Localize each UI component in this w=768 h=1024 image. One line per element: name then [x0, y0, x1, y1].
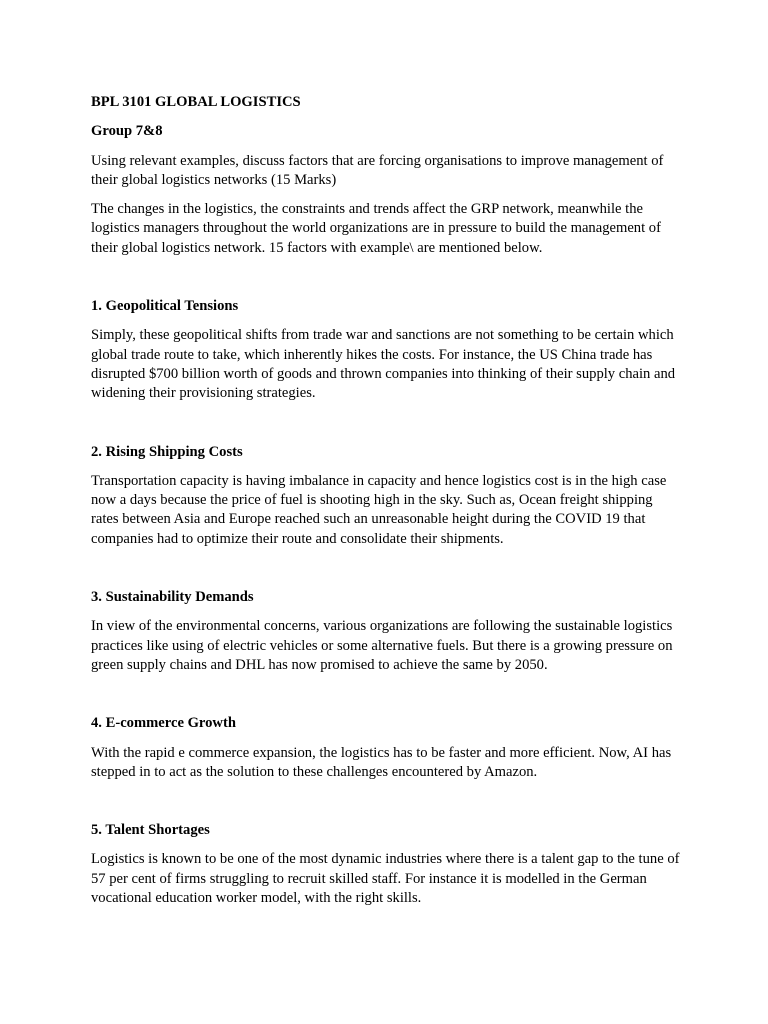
section-rising-shipping-costs: [91, 443, 681, 549]
section-body: With the rapid e commerce expansion, the logistics has to be faster and more efficient. Now, AI has stepped in to act as the solution to these challenges encountered by Amazon.: [91, 744, 672, 780]
document-page: [91, 93, 681, 918]
intro-text: The changes in the logistics, the constraints and trends affect the GRP network, meanwhile the logistics managers throughout the world organizations are in pressure to build the management of their global logistics network. 15 factors with example\ are mentioned below.: [91, 201, 661, 256]
question-text: Using relevant examples, discuss factors that are forcing organisations to improve management of their global logistics networks (15 Marks): [91, 152, 664, 188]
section-body: Simply, these geopolitical shifts from trade war and sanctions are not something to be certain which global trade route to take, which inherently hikes the costs. For instance, the US China trade has disrupted $700 billion worth of goods and thrown companies into thinking of their supply chain and widening their provisioning strategies.: [91, 327, 676, 402]
section-body: In view of the environmental concerns, various organizations are following the sustainable logistics practices like using of electric vehicles or some alternative fuels. But there is a growing pressure on green supply chains and DHL has now promised to achieve the same by 2050.: [91, 618, 673, 673]
section-heading: 3. Sustainability Demands: [91, 589, 254, 606]
section-heading: 4. E-commerce Growth: [91, 715, 236, 732]
section-heading: 1. Geopolitical Tensions: [91, 298, 239, 315]
section-heading: 2. Rising Shipping Costs: [91, 443, 243, 460]
section-body: Logistics is known to be one of the most dynamic industries where there is a talent gap to the tune of 57 per cent of firms struggling to recruit skilled staff. For instance it is modelled in the German vocational education worker model, with the right skills.: [91, 851, 680, 907]
group-label: Group 7&8: [91, 123, 163, 140]
section-sustainability-demands: [91, 588, 681, 675]
section-geopolitical-tensions: [91, 297, 681, 403]
section-body: Transportation capacity is having imbalance in capacity and hence logistics cost is in the high case now a days because the price of fuel is shooting high in the sky. Such as, Ocean freight shipping rates between Asia and Europe reached such an unreasonable height during the COVID 19 that companies had to optimize their route and consolidate their shipments.: [91, 472, 667, 547]
section-talent-shortages: [91, 821, 681, 908]
document-title: BPL 3101 GLOBAL LOGISTICS: [91, 94, 301, 110]
section-ecommerce-growth: [91, 714, 681, 782]
section-heading: 5. Talent Shortages: [91, 822, 210, 839]
